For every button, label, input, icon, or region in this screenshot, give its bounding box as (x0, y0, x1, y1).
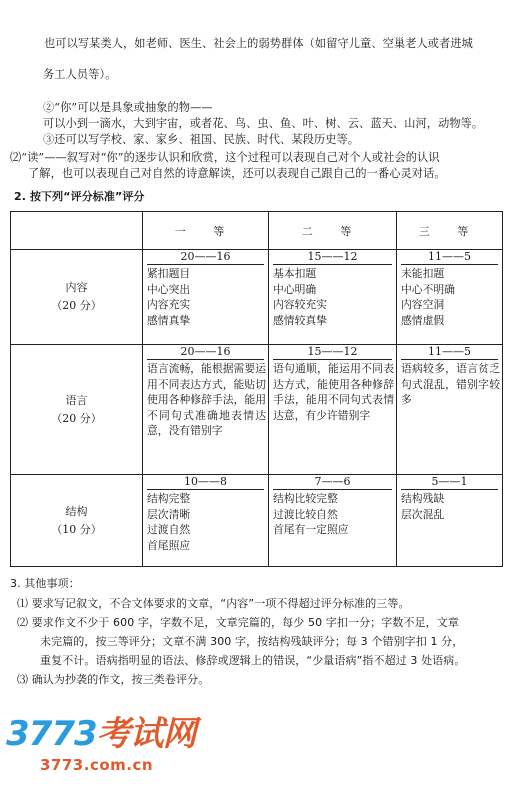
intro-line: 了解，也可以表现自己对自然的诗意解读，还可以表现自己跟自己的一番心灵对话。 (28, 167, 446, 180)
score-range: 20——16 (147, 345, 264, 360)
section-heading: 3. 其他事项： (10, 577, 80, 590)
score-range: 15——12 (273, 250, 392, 265)
table-header-cell: 一 等 (143, 212, 269, 250)
note-line: 重复不计。语病指明显的语法、修辞或逻辑上的错误，“少量语病”指不超过 3 处语病。 (40, 654, 466, 667)
grade-description: 基本扣题 中心明确 内容较充实 感情较真挚 (273, 267, 327, 327)
intro-line: ②“你”可以是具象或抽象的物—— (43, 101, 213, 114)
table-header-cell: 二 等 (269, 212, 397, 250)
table-row (11, 345, 503, 475)
watermark-url: 3773.com.cn (40, 756, 154, 774)
score-range: 11——5 (401, 345, 498, 360)
intro-line: 可以小到一滴水，大到宇宙，或者花、鸟、虫、鱼、叶、树、云、蓝天、山河，动物等。 (43, 117, 484, 130)
grade-description: 结构完整 层次清晰 过渡自然 首尾照应 (147, 492, 191, 552)
row-label-cell (11, 250, 143, 345)
grade-description: 紧扣题目 中心突出 内容充实 感情真挚 (147, 267, 191, 327)
score-range: 20——16 (147, 250, 264, 265)
grade-description: 语言流畅，能根据需要运用不同表达方式，能贴切使用各种修辞手法，能用不同句式准确地表情达意，没有错别字 (147, 362, 266, 438)
score-range: 11——5 (401, 250, 498, 265)
site-watermark-logo (0, 706, 200, 796)
table-header-cell (11, 212, 143, 250)
grade-description: 语病较多，语言贫乏句式混乱，错别字较多 (401, 362, 500, 407)
grade-description: 结构比较完整 过渡比较自然 首尾有一定照应 (273, 492, 349, 537)
intro-line: ⑵“读”——叙写对“你”的逐步认识和欣赏，这个过程可以表现自己对个人或社会的认识 (10, 151, 440, 164)
note-line: ⑴ 要求写记叙文，不合文体要求的文章，“内容”一项不得超过评分标准的三等。 (17, 597, 410, 610)
grade-cell (143, 250, 269, 345)
watermark-logo-text (6, 706, 196, 755)
watermark-site-name: 考试网 (96, 714, 196, 754)
grade-cell (397, 345, 503, 475)
grade-cell (269, 475, 397, 567)
grade-cell (143, 345, 269, 475)
note-line: ⑶ 确认为抄袭的作文，按三类卷评分。 (17, 673, 210, 686)
score-range: 7——6 (273, 475, 392, 490)
grade-cell (397, 475, 503, 567)
note-line: ⑵ 要求作文不少于 600 字，字数不足，文章完篇的，每少 50 字扣一分；字数不足，文章 (17, 616, 459, 629)
table-row (11, 475, 503, 567)
row-points: （20 分） (51, 411, 102, 425)
row-label-cell (11, 475, 143, 567)
grade-description: 语句通顺，能运用不同表达方式，能使用各种修辞手法，能用不同句式表情达意，有少许错别字 (273, 362, 394, 422)
grade-description: 结构残缺 层次混乱 (401, 492, 445, 521)
grade-cell (269, 250, 397, 345)
score-range: 10——8 (147, 475, 264, 490)
row-label: 语言 (65, 393, 88, 407)
grade-description: 未能扣题 中心不明确 内容空洞 感情虚假 (401, 267, 455, 327)
score-range: 5——1 (401, 475, 498, 490)
intro-line: ③还可以写学校、家、家乡、祖国、民族、时代、某段历史等。 (43, 133, 360, 146)
section-heading: 2. 按下列“评分标准”评分 (14, 190, 145, 203)
grade-cell (269, 345, 397, 475)
intro-line: 务工人员等）。 (43, 68, 117, 81)
row-label: 内容 (65, 281, 88, 294)
row-points: （20 分） (51, 299, 102, 312)
row-label-cell (11, 345, 143, 475)
row-label: 结构 (65, 504, 88, 518)
table-row (11, 250, 503, 345)
intro-line: 也可以写某类人，如老师、医生、社会上的弱势群体（如留守儿童、空巢老人或者进城 (44, 37, 473, 50)
watermark-digits: 3773 (6, 714, 97, 754)
score-range: 15——12 (273, 345, 392, 360)
table-header-row (11, 212, 503, 250)
note-line: 未完篇的，按三等评分；文章不满 300 字，按结构残缺评分；每 3 个错别字扣 1 分， (40, 635, 464, 648)
row-points: （10 分） (51, 522, 102, 536)
table-header-cell: 三 等 (397, 212, 503, 250)
grading-table (10, 211, 502, 568)
grade-cell (143, 475, 269, 567)
grade-cell (397, 250, 503, 345)
